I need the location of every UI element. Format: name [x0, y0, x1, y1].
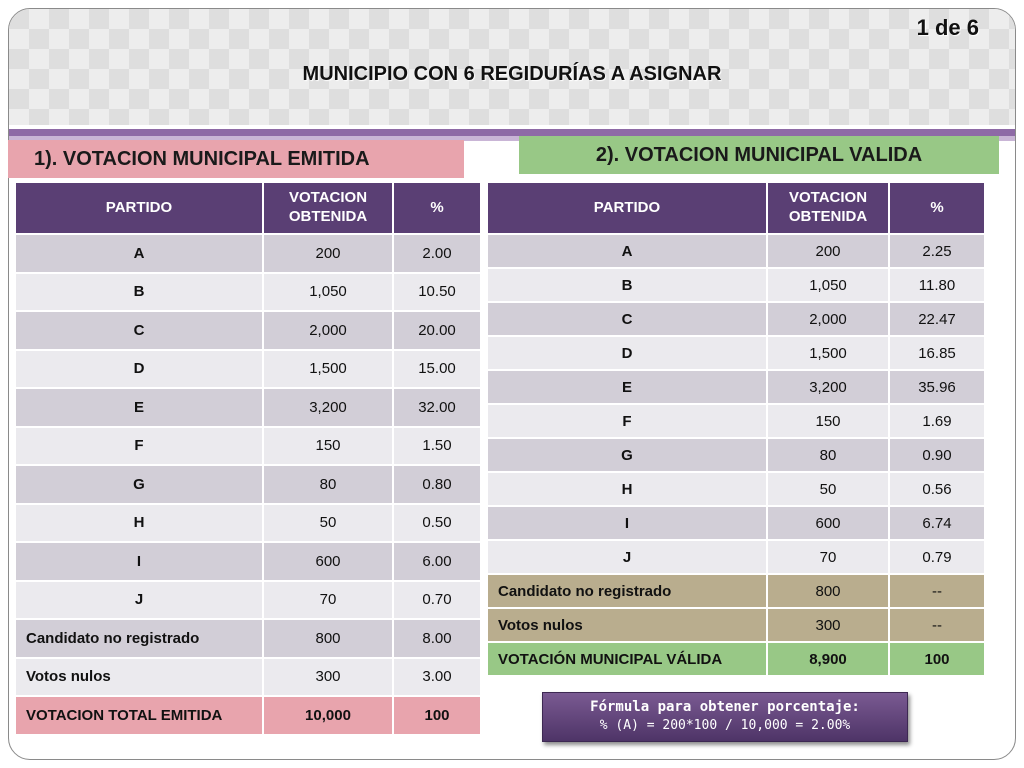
votes-cell: 800 [768, 575, 888, 607]
pct-cell: 6.74 [890, 507, 984, 539]
party-cell: H [488, 473, 766, 505]
votes-cell: 600 [264, 543, 392, 580]
table-row [488, 473, 984, 505]
table-row [488, 439, 984, 471]
votes-cell: 3,200 [768, 371, 888, 403]
votes-cell: 800 [264, 620, 392, 657]
table-row [16, 543, 480, 580]
column-header-partido: PARTIDO [16, 183, 262, 233]
votes-cell: 2,000 [264, 312, 392, 349]
votes-cell: 150 [768, 405, 888, 437]
pct-cell: 2.25 [890, 235, 984, 267]
votes-cell: 3,200 [264, 389, 392, 426]
table-row [488, 405, 984, 437]
table-row [488, 269, 984, 301]
table-row [16, 620, 480, 657]
table-header-row [16, 183, 480, 233]
table-row [488, 371, 984, 403]
pct-cell: 6.00 [394, 543, 480, 580]
table-row [16, 505, 480, 542]
party-cell: F [16, 428, 262, 465]
total-votes-cell: 8,900 [768, 643, 888, 675]
page-title: MUNICIPIO CON 6 REGIDURÍAS A ASIGNAR [302, 63, 722, 85]
votes-cell: 300 [264, 659, 392, 696]
party-cell: G [488, 439, 766, 471]
pct-cell: 10.50 [394, 274, 480, 311]
row-label-cell: Candidato no registrado [16, 620, 262, 657]
party-cell: G [16, 466, 262, 503]
table-row [16, 389, 480, 426]
pct-cell: 0.80 [394, 466, 480, 503]
table-row [488, 609, 984, 641]
party-cell: J [16, 582, 262, 619]
pct-cell: 2.00 [394, 235, 480, 272]
party-cell: D [488, 337, 766, 369]
table-row [488, 337, 984, 369]
party-cell: J [488, 541, 766, 573]
pct-cell: 1.50 [394, 428, 480, 465]
party-cell: A [488, 235, 766, 267]
formula-equation: % (A) = 200*100 / 10,000 = 2.00% [599, 718, 851, 733]
pct-cell: 8.00 [394, 620, 480, 657]
pct-cell: 35.96 [890, 371, 984, 403]
votes-cell: 1,050 [264, 274, 392, 311]
pct-cell: 0.50 [394, 505, 480, 542]
party-cell: I [488, 507, 766, 539]
pct-cell: 15.00 [394, 351, 480, 388]
party-cell: I [16, 543, 262, 580]
pct-cell: 11.80 [890, 269, 984, 301]
table-row [16, 466, 480, 503]
votes-cell: 80 [768, 439, 888, 471]
pct-cell: 22.47 [890, 303, 984, 335]
pct-cell: 0.90 [890, 439, 984, 471]
votes-cell: 50 [768, 473, 888, 505]
total-label-cell: VOTACION TOTAL EMITIDA [16, 697, 262, 734]
table-row [16, 351, 480, 388]
pct-cell: 20.00 [394, 312, 480, 349]
table-row [488, 541, 984, 573]
row-label-cell: Votos nulos [488, 609, 766, 641]
votes-cell: 70 [264, 582, 392, 619]
party-cell: H [16, 505, 262, 542]
section-heading-emitida: 1). VOTACION MUNICIPAL EMITIDA [8, 140, 464, 178]
pct-cell: 1.69 [890, 405, 984, 437]
column-header-votacion: VOTACION OBTENIDA [768, 183, 888, 233]
votes-cell: 1,050 [768, 269, 888, 301]
pct-cell: 0.56 [890, 473, 984, 505]
votes-cell: 600 [768, 507, 888, 539]
total-pct-cell: 100 [890, 643, 984, 675]
column-header-partido: PARTIDO [488, 183, 766, 233]
column-header-votacion: VOTACION OBTENIDA [264, 183, 392, 233]
pct-cell: 0.79 [890, 541, 984, 573]
votacion-emitida-table [14, 181, 482, 736]
table-row [16, 582, 480, 619]
total-votes-cell: 10,000 [264, 697, 392, 734]
votacion-valida-table [486, 181, 986, 677]
party-cell: B [488, 269, 766, 301]
pct-cell: 16.85 [890, 337, 984, 369]
table-row [16, 428, 480, 465]
page-number: 1 de 6 [916, 15, 979, 40]
column-header-pct: % [890, 183, 984, 233]
table-row [16, 659, 480, 696]
formula-box [542, 692, 908, 742]
pct-cell: 32.00 [394, 389, 480, 426]
total-row [16, 697, 480, 734]
total-pct-cell: 100 [394, 697, 480, 734]
party-cell: D [16, 351, 262, 388]
pct-cell: 3.00 [394, 659, 480, 696]
votes-cell: 150 [264, 428, 392, 465]
party-cell: F [488, 405, 766, 437]
votes-cell: 2,000 [768, 303, 888, 335]
total-label-cell: VOTACIÓN MUNICIPAL VÁLIDA [488, 643, 766, 675]
divider [9, 129, 1015, 136]
party-cell: C [16, 312, 262, 349]
votes-cell: 1,500 [264, 351, 392, 388]
votes-cell: 80 [264, 466, 392, 503]
table-row [16, 235, 480, 272]
party-cell: B [16, 274, 262, 311]
pct-cell: 0.70 [394, 582, 480, 619]
table-row [488, 235, 984, 267]
votes-cell: 200 [264, 235, 392, 272]
votes-cell: 50 [264, 505, 392, 542]
table-row [488, 303, 984, 335]
party-cell: E [16, 389, 262, 426]
votes-cell: 70 [768, 541, 888, 573]
table-row [16, 274, 480, 311]
party-cell: E [488, 371, 766, 403]
column-header-pct: % [394, 183, 480, 233]
votes-cell: 300 [768, 609, 888, 641]
section-heading-valida: 2). VOTACION MUNICIPAL VALIDA [519, 136, 999, 174]
total-row [488, 643, 984, 675]
party-cell: C [488, 303, 766, 335]
table-row [488, 507, 984, 539]
party-cell: A [16, 235, 262, 272]
votes-cell: 200 [768, 235, 888, 267]
votes-cell: 1,500 [768, 337, 888, 369]
pct-cell: -- [890, 575, 984, 607]
formula-title: Fórmula para obtener porcentaje: [590, 699, 860, 715]
pct-cell: -- [890, 609, 984, 641]
table-row [16, 312, 480, 349]
table-header-row [488, 183, 984, 233]
row-label-cell: Votos nulos [16, 659, 262, 696]
table-row [488, 575, 984, 607]
row-label-cell: Candidato no registrado [488, 575, 766, 607]
